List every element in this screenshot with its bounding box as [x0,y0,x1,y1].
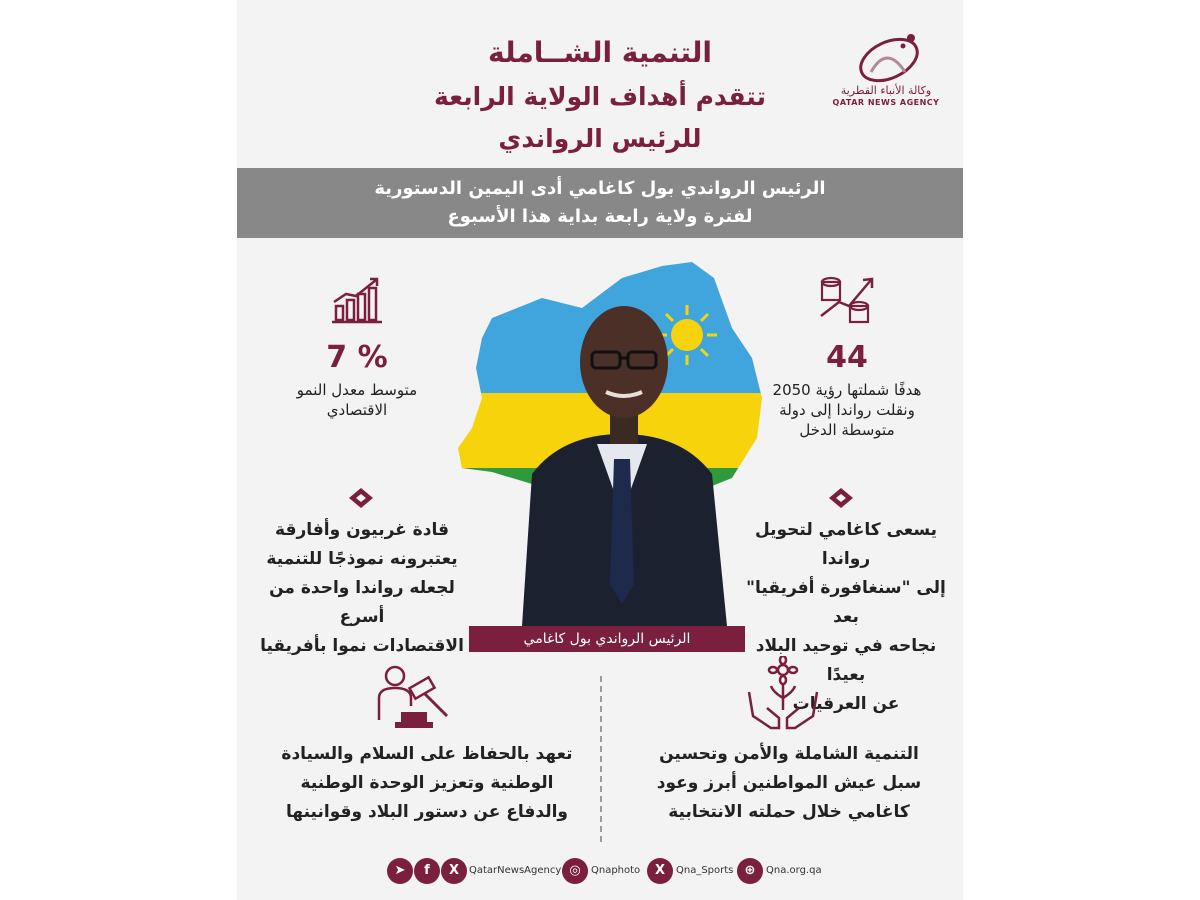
president-portrait [502,284,742,626]
money-growth-icon [817,272,879,326]
leaders-view-line: الاقتصادات نموا بأفريقيا [260,636,464,656]
pledge-text [267,740,587,827]
portrait-caption: الرئيس الرواندي بول كاغامي [469,626,745,652]
goals-label-2: ونقلت رواندا إلى دولة [779,401,915,419]
social-handle-photo[interactable]: Qnaphoto [591,865,641,876]
diamond-bullet-icon [827,486,855,510]
diamond-bullet-icon [347,486,375,510]
column-divider [600,676,602,842]
campaign-promises-text [629,740,949,827]
social-handle-sports[interactable]: Qna_Sports [676,865,734,876]
logo-english-text: QATAR NEWS AGENCY [832,98,940,107]
leaders-view-line: لجعله رواندا واحدة من أسرع [269,578,455,627]
leaders-view-line: قادة غربيون وأفارقة [275,520,449,540]
leaders-view-line: يعتبرونه نموذجًا للتنمية [266,549,458,569]
hands-plant-icon [745,656,821,730]
singapore-goal-line: يسعى كاغامي لتحويل رواندا [754,520,938,569]
growth-chart-icon [332,276,382,324]
banner-line-1: الرئيس الرواندي بول كاغامي أدى اليمين الدستورية [374,178,826,199]
x-icon[interactable]: X [441,858,467,884]
instagram-icon[interactable]: ◎ [562,858,588,884]
telegram-icon[interactable]: ➤ [387,858,413,884]
singapore-goal-line: عن العرقيات [792,694,900,714]
singapore-goal-line: نجاحه في توحيد البلاد بعيدًا [755,636,937,685]
facebook-icon[interactable]: f [414,858,440,884]
goals-label-3: متوسطة الدخل [799,421,895,439]
growth-rate-label-2: الاقتصادي [326,401,388,419]
banner-line-2: لفترة ولاية رابعة بداية هذا الأسبوع [447,206,753,227]
goals-label-1: هدفًا شملتها رؤية 2050 [772,381,922,399]
pledge-line: الوطنية وتعزيز الوحدة الوطنية [300,773,554,793]
campaign-promise-line: كاغامي خلال حملته الانتخابية [668,802,910,822]
page-subtitle-2: للرئيس الرواندي [498,124,702,153]
social-handle-main[interactable]: QatarNewsAgency [469,865,562,876]
globe-icon[interactable]: ⊕ [737,858,763,884]
website-link[interactable]: Qna.org.qa [766,865,822,876]
singapore-goal-line: إلى "سنغافورة أفريقيا" بعد [746,578,946,627]
campaign-promise-line: سبل عيش المواطنين أبرز وعود [656,773,922,793]
x-icon[interactable]: X [647,858,673,884]
headline-banner [237,168,963,238]
page-subtitle-1: تتقدم أهداف الولاية الرابعة [434,82,766,111]
logo-arabic-text: وكالة الأنباء القطرية [840,84,932,97]
growth-rate-label-1: متوسط معدل النمو [296,381,418,399]
pledge-line: تعهد بالحفاظ على السلام والسيادة [281,744,573,764]
leaders-view-text [257,516,467,661]
judge-gavel-icon [373,662,453,730]
page-title: التنمية الشــاملة [488,36,712,69]
infographic-card [237,0,963,900]
pledge-line: والدفاع عن دستور البلاد وقوانينها [286,802,568,822]
campaign-promise-line: التنمية الشاملة والأمن وتحسين [659,744,919,764]
growth-rate-value: 7 % [326,340,388,375]
goals-value: 44 [826,340,868,375]
